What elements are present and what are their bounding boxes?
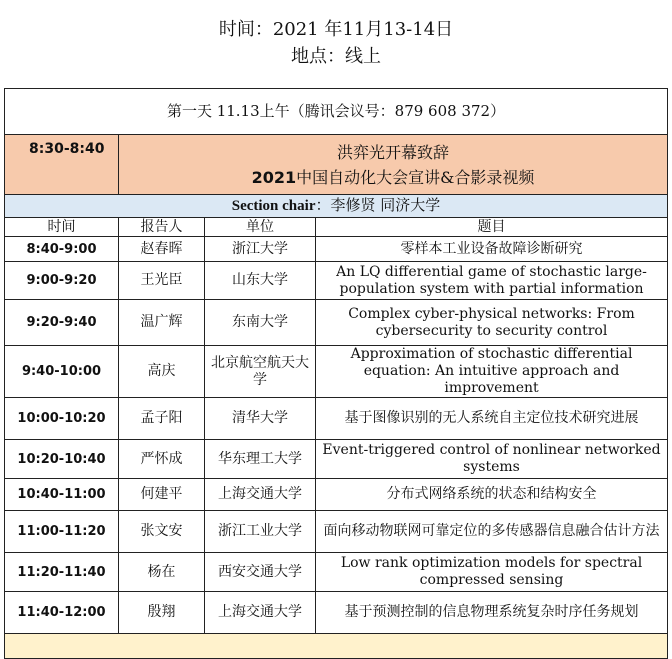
opening-line1: 洪弈光开幕致辞: [337, 142, 450, 162]
talk-speaker: 何建平: [119, 479, 205, 511]
col-title: 题目: [316, 218, 668, 237]
talk-time: 11:40-12:00: [5, 592, 119, 634]
talk-title: 面向移动物联网可靠定位的多传感器信息融合估计方法: [316, 511, 668, 553]
talk-speaker: 高庆: [119, 346, 205, 398]
table-row: [5, 237, 668, 262]
talk-title: 零样本工业设备故障诊断研究: [316, 237, 668, 262]
opening-topic: [119, 135, 668, 195]
col-affiliation: 单位: [205, 218, 316, 237]
schedule-table: [4, 88, 668, 659]
table-row: [5, 398, 668, 440]
opening-line2: [123, 165, 663, 190]
talk-title: 基于预测控制的信息物理系统复杂时序任务规划: [316, 592, 668, 634]
talk-affiliation: 北京航空航天大学: [205, 346, 316, 398]
opening-year: 2021: [251, 167, 297, 187]
talk-speaker: 严怀成: [119, 440, 205, 479]
section-chair: [5, 195, 668, 218]
day-label: 第一天 11.13上午（腾讯会议号：879 608 372）: [5, 89, 668, 135]
section-chair-label: Section chair: [231, 198, 316, 214]
talk-affiliation: 西安交通大学: [205, 553, 316, 592]
place-line: 地点：线上: [291, 46, 381, 67]
talk-title: Event-triggered control of nonlinear networked systems: [316, 440, 668, 479]
talk-title: Low rank optimization models for spectral compressed sensing: [316, 553, 668, 592]
col-speaker: 报告人: [119, 218, 205, 237]
talk-speaker: 赵春晖: [119, 237, 205, 262]
column-header-row: [5, 218, 668, 237]
talk-title: 基于图像识别的无人系统自主定位技术研究进展: [316, 398, 668, 440]
talk-time: 11:20-11:40: [5, 553, 119, 592]
talk-time: 9:40-10:00: [5, 346, 119, 398]
opening-row: [5, 135, 668, 195]
talk-time: 10:00-10:20: [5, 398, 119, 440]
table-row: [5, 479, 668, 511]
schedule-header: [0, 16, 672, 70]
table-row: [5, 553, 668, 592]
talk-affiliation: 浙江工业大学: [205, 511, 316, 553]
talk-speaker: 王光臣: [119, 262, 205, 300]
table-row: [5, 300, 668, 346]
table-row: [5, 592, 668, 634]
talk-affiliation: 华东理工大学: [205, 440, 316, 479]
table-row: [5, 346, 668, 398]
section-chair-name: ：李修贤 同济大学: [315, 196, 441, 214]
opening-line2-rest: 中国自动化大会宣讲&合影录视频: [296, 167, 535, 187]
talk-speaker: 杨在: [119, 553, 205, 592]
time-line: 时间：2021 年11月13-14日: [218, 19, 454, 40]
talk-time: 8:40-9:00: [5, 237, 119, 262]
talk-speaker: 张文安: [119, 511, 205, 553]
talk-title: Approximation of stochastic differential equation: An intuitive approach and improvement: [316, 346, 668, 398]
talk-speaker: 孟子阳: [119, 398, 205, 440]
talk-affiliation: 东南大学: [205, 300, 316, 346]
talk-affiliation: 上海交通大学: [205, 479, 316, 511]
talk-affiliation: 清华大学: [205, 398, 316, 440]
talk-title: An LQ differential game of stochastic large-population system with partial information: [316, 262, 668, 300]
talk-title: Complex cyber-physical networks: From cybersecurity to security control: [316, 300, 668, 346]
table-row: [5, 262, 668, 300]
talk-time: 11:00-11:20: [5, 511, 119, 553]
talk-speaker: 温广辉: [119, 300, 205, 346]
end-row: [5, 634, 668, 659]
talk-affiliation: 山东大学: [205, 262, 316, 300]
talk-title: 分布式网络系统的状态和结构安全: [316, 479, 668, 511]
talk-time: 10:40-11:00: [5, 479, 119, 511]
talk-affiliation: 上海交通大学: [205, 592, 316, 634]
talk-time: 9:20-9:40: [5, 300, 119, 346]
talk-speaker: 殷翔: [119, 592, 205, 634]
col-time: 时间: [5, 218, 119, 237]
day-row: [5, 89, 668, 135]
section-chair-row: [5, 195, 668, 218]
talk-affiliation: 浙江大学: [205, 237, 316, 262]
opening-time: 8:30-8:40: [5, 135, 119, 195]
table-row: [5, 440, 668, 479]
table-row: [5, 511, 668, 553]
end-cell: [5, 634, 668, 659]
talk-time: 9:00-9:20: [5, 262, 119, 300]
talk-time: 10:20-10:40: [5, 440, 119, 479]
